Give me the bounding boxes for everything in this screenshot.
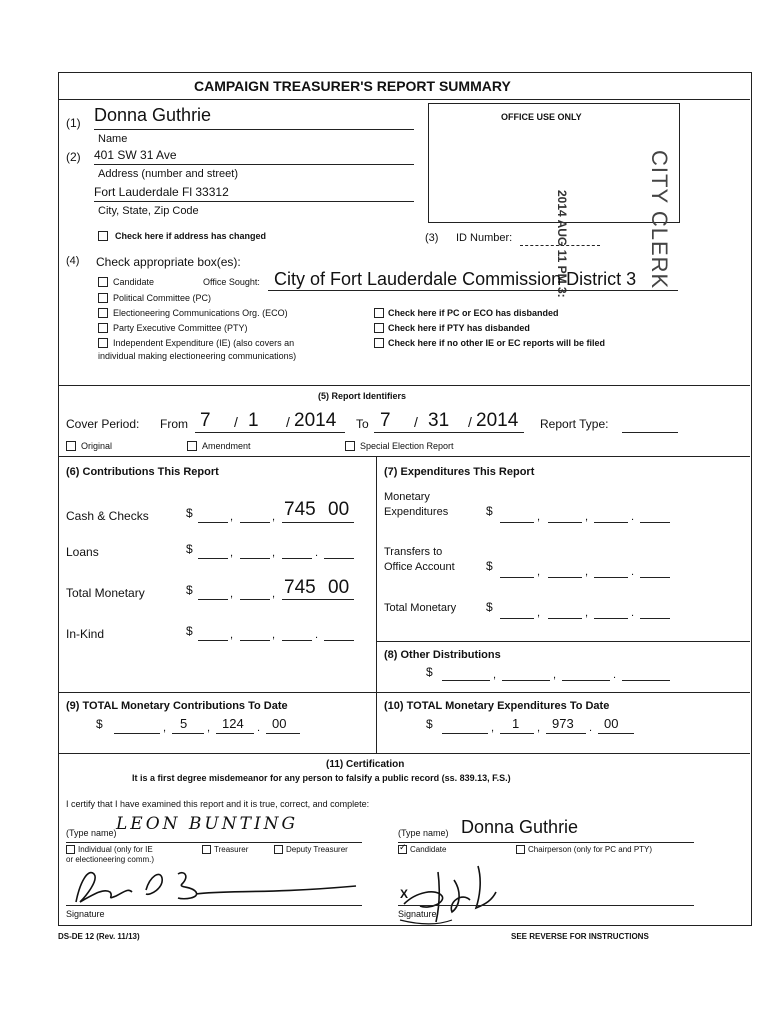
od-blank-4 (622, 680, 670, 681)
contrib-to-date-thousands: 5 (180, 716, 188, 731)
individual-label-2: or electioneering comm.) (66, 855, 155, 864)
contributions-title: (6) Contributions This Report (66, 466, 219, 478)
ctd-dot: . (257, 722, 261, 734)
to-label: To (356, 417, 369, 431)
total-blank-1 (198, 599, 228, 600)
address-changed-label: Check here if address has changed (115, 231, 267, 241)
section4-number: (4) (66, 255, 80, 267)
etd-comma-2: , (537, 722, 541, 734)
transfers-label-2: Office Account (384, 561, 455, 573)
address-line (94, 164, 414, 165)
to-date-line (374, 432, 524, 433)
certification-statement: I certify that I have examined this report and it is true, correct, and complete: (66, 799, 370, 809)
check-boxes-label: Check appropriate box(es): (96, 255, 241, 269)
no-other-ie-label: Check here if no other IE or EC reports will be filed (388, 338, 606, 348)
to-slash-1: / (414, 414, 418, 430)
etd-dot: . (589, 722, 593, 734)
loans-blank-1 (198, 558, 228, 559)
expenditures-title: (7) Expenditures This Report (384, 466, 535, 478)
etd-blank-3 (546, 733, 586, 734)
od-comma-1: , (493, 669, 497, 681)
from-month: 7 (200, 410, 211, 431)
od-dot: . (613, 669, 617, 681)
form-number: DS-DE 12 (Rev. 11/13) (58, 932, 140, 941)
loans-label: Loans (66, 545, 99, 559)
ctd-comma-2: , (207, 722, 211, 734)
loans-blank-4 (324, 558, 354, 559)
total-expenditures-to-date-title: (10) TOTAL Monetary Expenditures To Date (384, 700, 610, 712)
exp-to-date-cents: 00 (604, 716, 619, 731)
tr-blank-1 (500, 577, 534, 578)
right-typed-name: Donna Guthrie (461, 817, 579, 837)
total-contributions-to-date-title: (9) TOTAL Monetary Contributions To Date (66, 700, 288, 712)
exp-to-date-thousands: 1 (512, 716, 520, 731)
tr-comma-1: , (537, 566, 541, 578)
te-blank-1 (500, 618, 534, 619)
total-monetary-label: Total Monetary (66, 586, 145, 600)
special-election-label: Special Election Report (360, 441, 454, 451)
office-sought-line (268, 290, 678, 291)
od-blank-1 (442, 680, 490, 681)
section3-number: (3) (425, 232, 439, 244)
from-label: From (160, 417, 188, 431)
ctd-comma-1: , (163, 722, 167, 734)
left-signature-line (66, 905, 362, 906)
left-name-line (66, 842, 362, 843)
od-blank-2 (502, 680, 550, 681)
pc-checkbox[interactable] (98, 293, 108, 303)
total-amount-line (282, 599, 354, 600)
left-type-name-label: (Type name) (66, 828, 117, 838)
address-label: Address (number and street) (98, 168, 239, 180)
office-use-title: OFFICE USE ONLY (501, 112, 582, 122)
no-other-ie-checkbox[interactable] (374, 338, 384, 348)
right-type-name-label: (Type name) (398, 828, 449, 838)
from-date-line (195, 432, 345, 433)
loans-comma-2: , (272, 547, 276, 559)
left-typed-name: LEON BUNTING (116, 814, 299, 834)
total-exp-dollar: $ (486, 600, 493, 614)
cash-checks-label: Cash & Checks (66, 509, 149, 523)
cash-cents: 00 (328, 499, 350, 520)
treasurer-label: Treasurer (214, 845, 249, 854)
transfers-label: Transfers to (384, 546, 443, 558)
from-slash-1: / (234, 414, 238, 430)
candidate-cert-label: Candidate (410, 845, 447, 854)
address-changed-checkbox[interactable] (98, 231, 108, 241)
city-value: Fort Lauderdale Fl 33312 (94, 185, 229, 199)
id-number-line[interactable] (520, 245, 600, 246)
original-label: Original (81, 441, 113, 451)
monetary-expenditures-label-2: Expenditures (384, 506, 449, 518)
signature-x-mark: X (400, 887, 409, 901)
cash-dollar-sign: $ (186, 506, 193, 520)
name-value: Donna Guthrie (94, 105, 212, 125)
stamp-clerk: CITY CLERK (647, 150, 672, 290)
cash-blank-1 (198, 522, 228, 523)
from-slash-2: / (286, 414, 290, 430)
tr-dot: . (631, 566, 635, 578)
right-signature (396, 862, 526, 930)
pty-label: Party Executive Committee (PTY) (113, 323, 248, 333)
to-year: 2014 (476, 410, 519, 431)
deputy-treasurer-label: Deputy Treasurer (286, 845, 348, 854)
ie-label-2: individual making electioneering communications) (98, 351, 297, 361)
title-divider (59, 99, 750, 100)
etd-blank-4 (598, 733, 634, 734)
section5-divider (59, 456, 750, 457)
exp-comma-1: , (537, 511, 541, 523)
report-identifiers-title: (5) Report Identifiers (318, 391, 407, 401)
report-type-label: Report Type: (540, 417, 609, 431)
inkind-blank-2 (240, 640, 270, 641)
candidate-cert-check: ✓ (399, 842, 407, 852)
name-label: Name (98, 133, 128, 145)
report-type-line[interactable] (622, 432, 678, 433)
disband-pty-checkbox[interactable] (374, 323, 384, 333)
total-dollars: 745 (284, 577, 316, 598)
te-blank-4 (640, 618, 670, 619)
amendment-label: Amendment (202, 441, 251, 451)
total-comma-2: , (272, 588, 276, 600)
chairperson-label: Chairperson (only for PC and PTY) (528, 845, 653, 854)
ctd-blank-3 (216, 733, 254, 734)
in-kind-dollar-sign: $ (186, 624, 193, 638)
loans-comma-1: , (230, 547, 234, 559)
te-blank-2 (548, 618, 582, 619)
cash-dollars: 745 (284, 499, 316, 520)
total-cents: 00 (328, 577, 350, 598)
loans-dollar-sign: $ (186, 542, 193, 556)
ctd-blank-1 (114, 733, 160, 734)
contrib-to-date-dollar: $ (96, 717, 103, 731)
inkind-blank-1 (198, 640, 228, 641)
ctd-blank-4 (266, 733, 300, 734)
ie-checkbox[interactable] (98, 338, 108, 348)
pc-label: Political Committee (PC) (113, 293, 212, 303)
left-signature-label: Signature (66, 909, 105, 919)
form-title: CAMPAIGN TREASURER'S REPORT SUMMARY (194, 78, 511, 94)
chairperson-checkbox[interactable] (516, 845, 525, 854)
section10-divider (59, 753, 750, 754)
te-dot: . (631, 607, 635, 619)
disband-pc-eco-label: Check here if PC or ECO has disbanded (388, 308, 559, 318)
total-exp-label: Total Monetary (384, 602, 457, 614)
disband-pty-label: Check here if PTY has disbanded (388, 323, 530, 333)
from-day: 1 (248, 410, 259, 431)
te-comma-1: , (537, 607, 541, 619)
cash-amount-line (282, 522, 354, 523)
treasurer-checkbox[interactable] (202, 845, 211, 854)
exp-comma-2: , (585, 511, 589, 523)
cash-comma-1: , (230, 511, 234, 523)
special-election-checkbox[interactable] (345, 441, 355, 451)
transfers-dollar: $ (486, 559, 493, 573)
deputy-treasurer-checkbox[interactable] (274, 845, 283, 854)
amendment-checkbox[interactable] (187, 441, 197, 451)
certification-title: (11) Certification (326, 759, 405, 770)
office-sought-label: Office Sought: (203, 277, 260, 287)
left-signature (66, 860, 366, 910)
loans-dot: . (315, 547, 319, 559)
tr-comma-2: , (585, 566, 589, 578)
loans-blank-2 (240, 558, 270, 559)
inkind-comma-2: , (272, 629, 276, 641)
section7-divider (376, 641, 750, 642)
inkind-blank-3 (282, 640, 312, 641)
middle-divider (376, 456, 377, 753)
section2-number: (2) (66, 150, 81, 164)
in-kind-label: In-Kind (66, 627, 105, 641)
name-line (94, 129, 414, 130)
ie-label: Independent Expenditure (IE) (also covers an (113, 338, 295, 348)
individual-label: Individual (only for IE (78, 845, 153, 854)
etd-blank-1 (442, 733, 488, 734)
stamp-date: 2014 AUG 11 PM 3: (555, 190, 569, 298)
inkind-dot: . (315, 629, 319, 641)
contrib-to-date-hundreds: 124 (222, 716, 244, 731)
total-comma-1: , (230, 588, 234, 600)
exp-blank-2 (548, 522, 582, 523)
exp-to-date-dollar: $ (426, 717, 433, 731)
etd-blank-2 (500, 733, 534, 734)
to-month: 7 (380, 410, 391, 431)
total-blank-2 (240, 599, 270, 600)
exp-dot: . (631, 511, 635, 523)
exp-blank-3 (594, 522, 628, 523)
candidate-checkbox[interactable] (98, 277, 108, 287)
cash-blank-2 (240, 522, 270, 523)
section1-number: (1) (66, 116, 81, 130)
exp-to-date-hundreds: 973 (552, 716, 574, 731)
other-distributions-title: (8) Other Distributions (384, 649, 501, 661)
tr-blank-4 (640, 577, 670, 578)
address-value: 401 SW 31 Ave (94, 148, 177, 162)
od-comma-2: , (553, 669, 557, 681)
te-blank-3 (594, 618, 628, 619)
ctd-blank-2 (172, 733, 204, 734)
tr-blank-3 (594, 577, 628, 578)
right-signature-label: Signature (398, 909, 437, 919)
city-label: City, State, Zip Code (98, 205, 199, 217)
section4-divider (59, 385, 750, 386)
other-dist-dollar: $ (426, 665, 433, 679)
pty-checkbox[interactable] (98, 323, 108, 333)
to-day: 31 (428, 410, 450, 431)
section8-divider (59, 692, 750, 693)
total-dollar-sign: $ (186, 583, 193, 597)
inkind-blank-4 (324, 640, 354, 641)
od-blank-3 (562, 680, 610, 681)
contrib-to-date-cents: 00 (272, 716, 287, 731)
office-sought-value: City of Fort Lauderdale Commission District 3 (274, 269, 637, 289)
from-year: 2014 (294, 410, 337, 431)
inkind-comma-1: , (230, 629, 234, 641)
reverse-instructions: SEE REVERSE FOR INSTRUCTIONS (511, 932, 649, 941)
te-comma-2: , (585, 607, 589, 619)
certification-warning: It is a first degree misdemeanor for any person to falsify a public record (ss. 839.13, F.S.) (132, 773, 511, 783)
city-line (94, 201, 414, 202)
disband-pc-eco-checkbox[interactable] (374, 308, 384, 318)
id-number-label: ID Number: (456, 232, 513, 244)
original-checkbox[interactable] (66, 441, 76, 451)
individual-checkbox[interactable] (66, 845, 75, 854)
tr-blank-2 (548, 577, 582, 578)
cover-period-label: Cover Period: (66, 417, 140, 431)
etd-comma-1: , (491, 722, 495, 734)
to-slash-2: / (468, 414, 472, 430)
monetary-expenditures-label: Monetary (384, 491, 430, 503)
right-name-line (398, 842, 694, 843)
eco-checkbox[interactable] (98, 308, 108, 318)
right-signature-line (398, 905, 694, 906)
loans-blank-3 (282, 558, 312, 559)
monetary-expenditures-dollar: $ (486, 504, 493, 518)
cash-comma-2: , (272, 511, 276, 523)
eco-label: Electioneering Communications Org. (ECO) (113, 308, 288, 318)
exp-blank-4 (640, 522, 670, 523)
exp-blank-1 (500, 522, 534, 523)
candidate-label: Candidate (113, 277, 155, 287)
